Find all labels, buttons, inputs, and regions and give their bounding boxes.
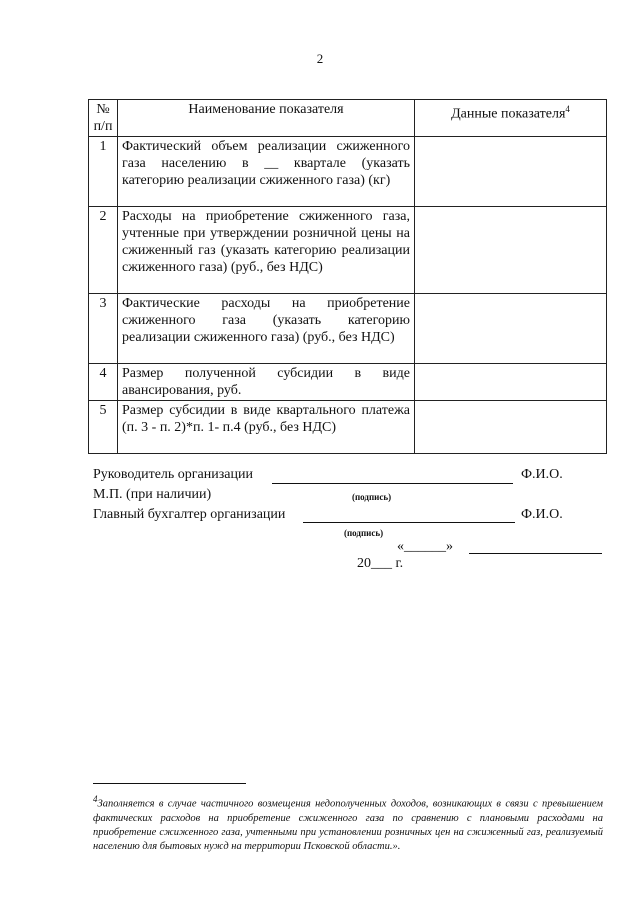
header-value [415,100,607,137]
head-label: Руководитель организации [93,467,253,482]
footnote [93,792,603,854]
date-day: «______» [397,539,453,554]
row-num: 1 [89,137,118,207]
stamp-label: М.П. (при наличии) [93,487,212,502]
table-header-row [89,100,607,137]
footnote-ref: 4 [565,104,570,114]
row-name: Расходы на приобретение сжиженного газа, учтенные при утверждении розничной цены на сжиженный газ (указать категорию реализации сжиженного газа) (руб., без НДС) [118,207,415,294]
header-num: № п/п [89,100,118,137]
row-value [415,364,607,401]
row-name: Фактические расходы на приобретение сжиженного газа (указать категорию реализации сжиженного газа) (руб., без НДС) [118,294,415,364]
fio-2: Ф.И.О. [521,507,563,522]
row-num: 2 [89,207,118,294]
accountant-label: Главный бухгалтер организации [93,507,286,522]
row-name: Размер субсидии в виде квартального платежа (п. 3 - п. 2)*п. 1- п.4 (руб., без НДС) [118,401,415,454]
row-value [415,207,607,294]
page-number: 2 [316,51,324,66]
date-month-line [469,553,602,554]
footnote-mark: 4 [93,794,98,804]
signature-hint-2: (подпись) [344,528,384,538]
row-num: 5 [89,401,118,454]
row-name: Фактический объем реализации сжиженного газа населению в __ квартале (указать категорию реализации сжиженного газа) (кг) [118,137,415,207]
indicators-table [88,99,607,454]
footnote-rule [93,783,246,784]
fio-1: Ф.И.О. [521,467,563,482]
accountant-signature-line [303,522,515,523]
table-row [89,137,607,207]
head-signature-line [272,483,513,484]
table-row [89,401,607,454]
row-num: 3 [89,294,118,364]
row-num: 4 [89,364,118,401]
row-name: Размер полученной субсидии в виде авансирования, руб. [118,364,415,401]
row-value [415,137,607,207]
date-year: 20___ г. [357,556,404,571]
footnote-text: Заполняется в случае частичного возмещения недополученных доходов, возникающих в связи с превышением фактических расходов на приобретение сжиженного газа по сравнению с плановыми расходами на приобретение сжиженного газа, учтенными при установлении розничных цен на сжиженный газ, реализуемый населению для бытовых нужд на территории Псковской области.». [93,798,603,852]
header-value-text: Данные показателя [451,106,566,122]
table-row [89,364,607,401]
row-value [415,401,607,454]
table-row [89,294,607,364]
header-name: Наименование показателя [118,100,415,137]
table-row [89,207,607,294]
signature-hint-1: (подпись) [352,492,392,502]
row-value [415,294,607,364]
